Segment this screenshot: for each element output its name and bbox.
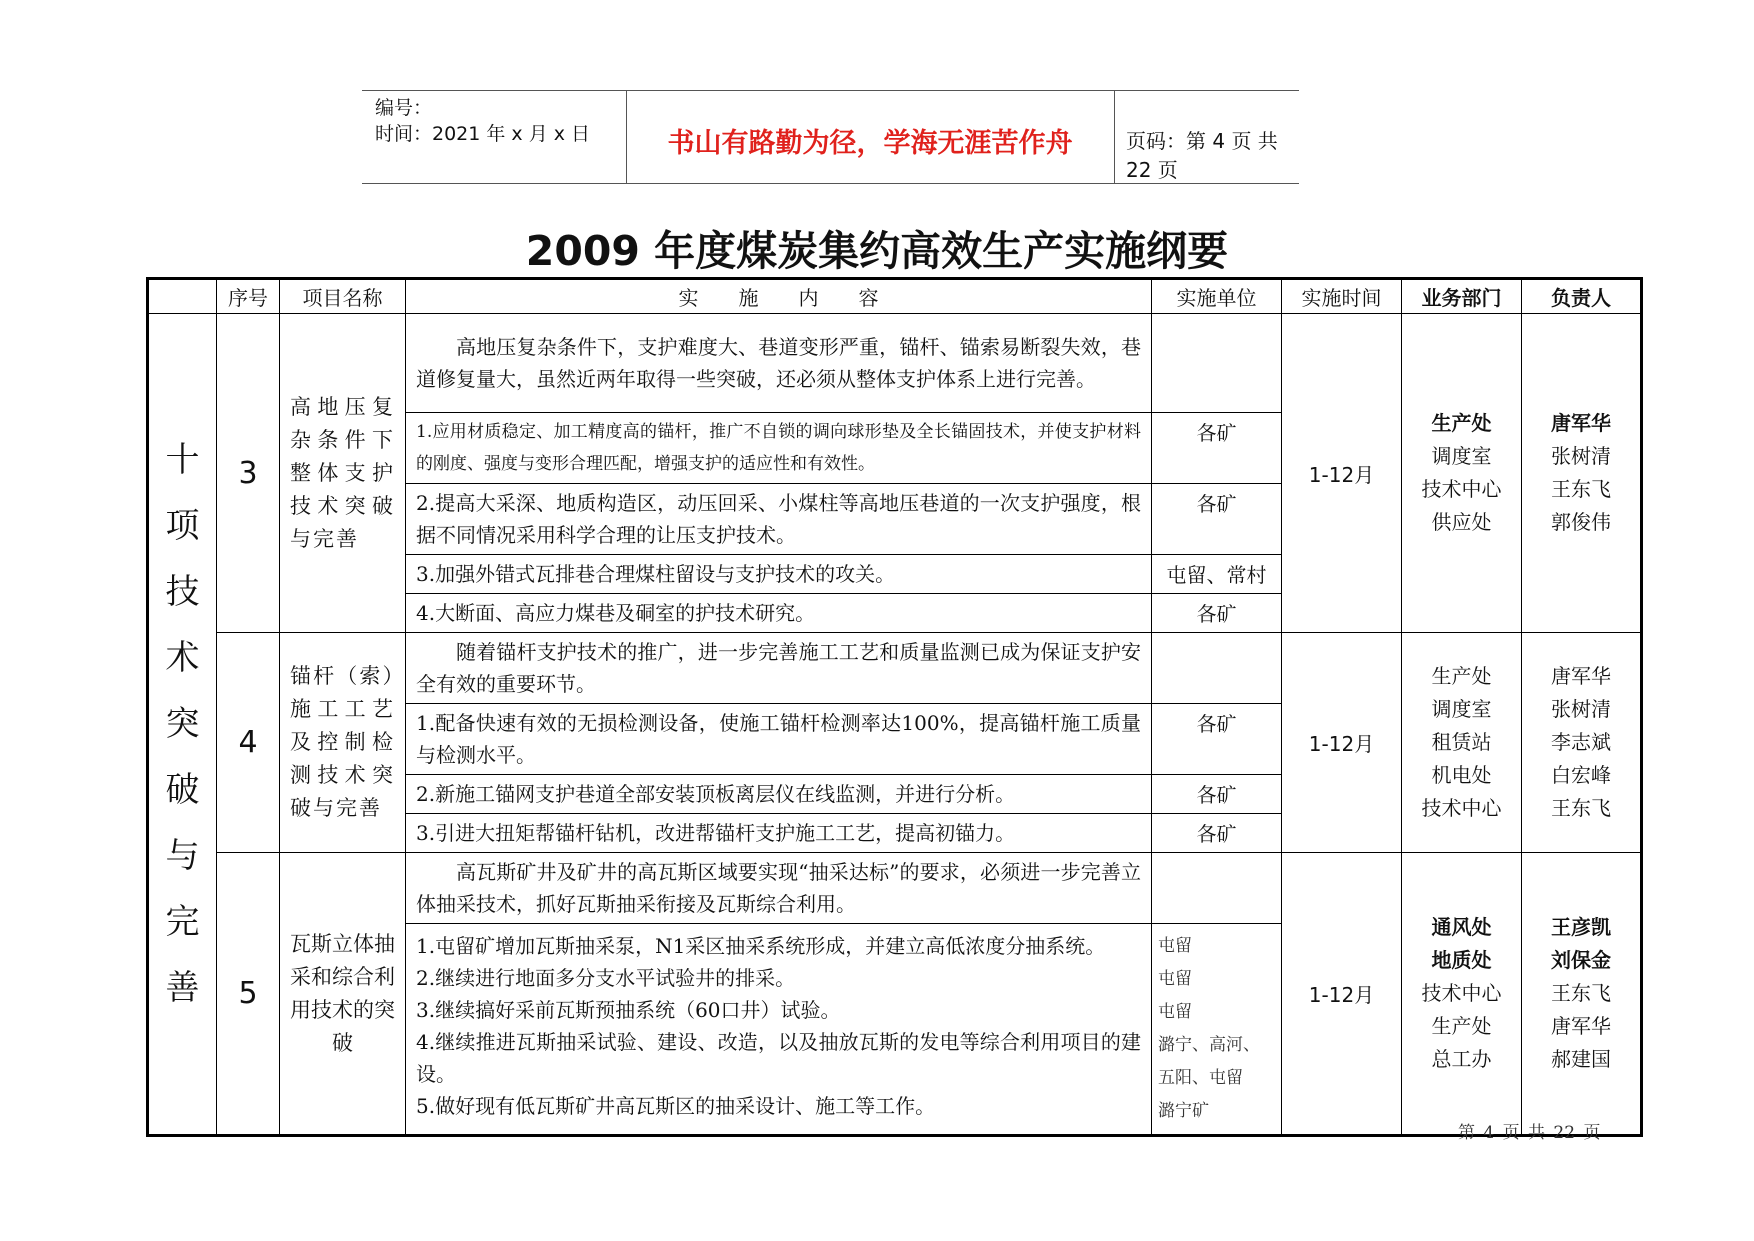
unit-cell: 各矿 xyxy=(1152,594,1282,633)
unit-cell: 各矿 xyxy=(1152,484,1282,555)
content-item: 2.提高大采深、地质构造区，动压回采、小煤柱等高地压巷道的一次支护强度，根据不同情况采用科学合理的让压支护技术。 xyxy=(406,484,1152,555)
unit-list xyxy=(1152,924,1282,1136)
document-title: 2009 年度煤炭集约高效生产实施纲要 xyxy=(525,227,1229,275)
unit-cell: 潞宁、高河、 xyxy=(1158,1035,1260,1055)
time-cell: 1-12月 xyxy=(1282,853,1402,1136)
group-label: 十 项 技 术 突 破 与 完 善 xyxy=(148,314,217,1136)
unit-cell: 各矿 xyxy=(1152,413,1282,484)
dept-cell: 生产处 调度室 租赁站 机电处 技术中心 xyxy=(1402,633,1522,853)
header-unit: 实施单位 xyxy=(1152,279,1282,314)
project-name: 瓦斯立体抽采和综合利用技术的突破 xyxy=(280,853,406,1136)
content-item: 3.引进大扭矩帮锚杆钻机，改进帮锚杆支护施工工艺，提高初锚力。 xyxy=(406,814,1152,853)
number-label: 编号： xyxy=(375,97,433,119)
table-row xyxy=(148,633,1642,704)
header-blank xyxy=(148,279,217,314)
content-item: 4.继续推进瓦斯抽采试验、建设、改造，以及抽放瓦斯的发电等综合利用项目的建设。 xyxy=(416,1030,1141,1086)
content-item: 2.新施工锚网支护巷道全部安装顶板离层仪在线监测，并进行分析。 xyxy=(406,775,1152,814)
header-dept: 业务部门 xyxy=(1402,279,1522,314)
content-intro: 高瓦斯矿井及矿井的高瓦斯区域要实现“抽采达标”的要求，必须进一步完善立体抽采技术，抓好瓦斯抽采衔接及瓦斯综合利用。 xyxy=(406,853,1152,924)
person-cell: 唐军华 张树清 李志斌 白宏峰 王东飞 xyxy=(1522,633,1642,853)
content-item: 4.大断面、高应力煤巷及硐室的护技术研究。 xyxy=(406,594,1152,633)
dept-cell: 生产处 调度室 技术中心 供应处 xyxy=(1402,314,1522,633)
content-item: 5.做好现有低瓦斯矿井高瓦斯区的抽采设计、施工等工作。 xyxy=(416,1094,936,1118)
person-cell: 唐军华 张树清 王东飞 郭俊伟 xyxy=(1522,314,1642,633)
content-item: 3.加强外错式瓦排巷合理煤柱留设与支护技术的攻关。 xyxy=(406,555,1152,594)
row-seq: 5 xyxy=(217,853,280,1136)
unit-cell: 屯留 xyxy=(1158,1002,1192,1022)
content-item: 1.配备快速有效的无损检测设备，使施工锚杆检测率达100%，提高锚杆施工质量与检测水平。 xyxy=(406,704,1152,775)
header-time: 实施时间 xyxy=(1282,279,1402,314)
table-row xyxy=(148,314,1642,413)
header-seq: 序号 xyxy=(217,279,280,314)
content-item: 1.屯留矿增加瓦斯抽采泵，N1采区抽采系统形成，并建立高低浓度分抽系统。 xyxy=(416,934,1106,958)
person-cell: 王彦凯 刘保金 王东飞 唐军华 郝建国 xyxy=(1522,853,1642,1136)
time-cell: 1-12月 xyxy=(1282,314,1402,633)
content-item: 2.继续进行地面多分支水平试验井的排采。 xyxy=(416,966,796,990)
motto: 书山有路勤为径，学海无涯苦作舟 xyxy=(667,128,1073,159)
unit-cell xyxy=(1152,853,1282,924)
content-item-list xyxy=(406,924,1152,1136)
unit-cell: 潞宁矿 xyxy=(1158,1101,1209,1121)
header-motto-cell xyxy=(626,91,1115,183)
header-meta xyxy=(362,91,627,183)
content-intro: 高地压复杂条件下，支护难度大、巷道变形严重，锚杆、锚索易断裂失效，巷道修复量大，虽然近两年取得一些突破，还必须从整体支护体系上进行完善。 xyxy=(406,314,1152,413)
time-cell: 1-12月 xyxy=(1282,633,1402,853)
header-page-cell xyxy=(1114,91,1299,183)
content-item: 3.继续搞好采前瓦斯预抽系统（60口井）试验。 xyxy=(416,998,841,1022)
page-code: 页码：第 4 页 共 22 页 xyxy=(1126,129,1278,182)
row-seq: 3 xyxy=(217,314,280,633)
unit-cell: 各矿 xyxy=(1152,704,1282,775)
content-intro: 随着锚杆支护技术的推广，进一步完善施工工艺和质量监测已成为保证支护安全有效的重要环节。 xyxy=(406,633,1152,704)
header-name: 项目名称 xyxy=(280,279,406,314)
project-name: 高地压复杂条件下整体支护技术突破与完善 xyxy=(280,314,406,633)
page-footer: 第 4 页 共 22 页 xyxy=(1458,1123,1601,1143)
project-name: 锚杆（索）施工工艺及控制检测技术突破与完善 xyxy=(280,633,406,853)
table-row xyxy=(148,853,1642,924)
dept-cell: 通风处 地质处 技术中心 生产处 总工办 xyxy=(1402,853,1522,1136)
unit-cell: 各矿 xyxy=(1152,775,1282,814)
document-header xyxy=(362,90,1299,184)
unit-cell: 屯留 xyxy=(1158,969,1192,989)
unit-cell xyxy=(1152,314,1282,413)
unit-cell xyxy=(1152,633,1282,704)
table-header-row xyxy=(148,279,1642,314)
unit-cell: 五阳、屯留 xyxy=(1158,1068,1243,1088)
unit-cell: 各矿 xyxy=(1152,814,1282,853)
unit-cell: 屯留 xyxy=(1158,936,1192,956)
header-person: 负责人 xyxy=(1522,279,1642,314)
row-seq: 4 xyxy=(217,633,280,853)
plan-table xyxy=(146,277,1643,1137)
content-item: 1.应用材质稳定、加工精度高的锚杆，推广不自锁的调向球形垫及全长锚固技术，并使支护材料的刚度、强度与变形合理匹配，增强支护的适应性和有效性。 xyxy=(406,413,1152,484)
time-label: 时间：2021 年 x 月 x 日 xyxy=(375,123,591,145)
unit-cell: 屯留、常村 xyxy=(1152,555,1282,594)
header-content: 实 施 内 容 xyxy=(406,279,1152,314)
